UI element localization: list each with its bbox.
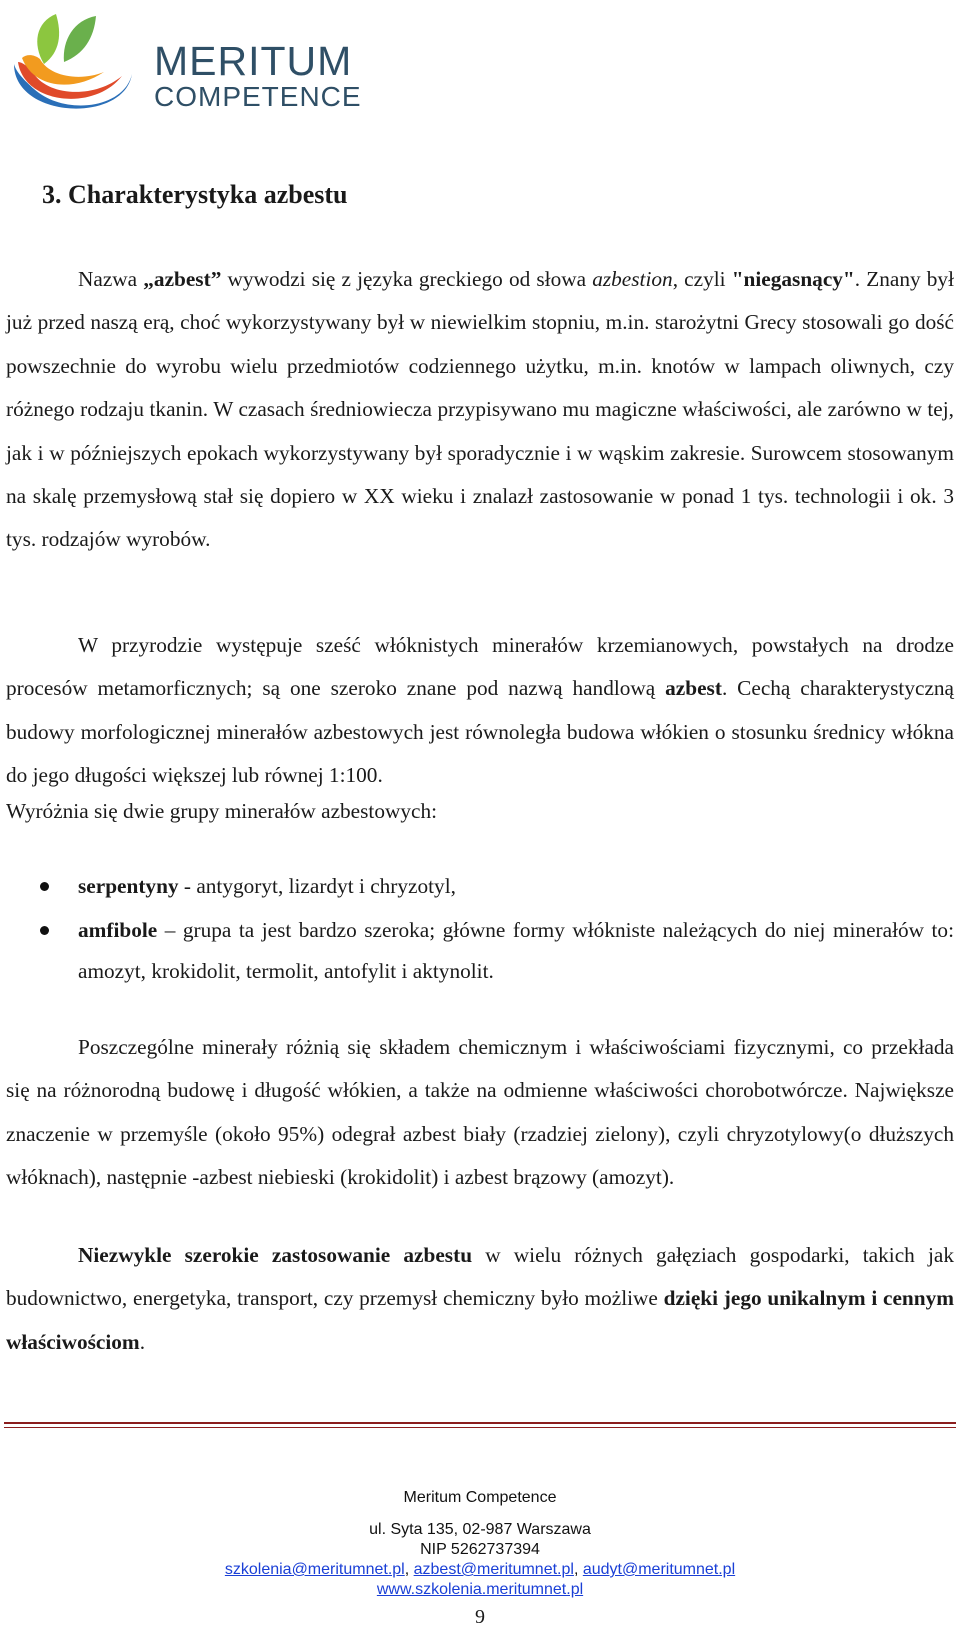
footer-divider-thin: [4, 1427, 956, 1428]
logo-emblem-icon: [4, 4, 154, 136]
list-item: [6, 866, 954, 907]
list-item-term: amfibole: [78, 918, 158, 942]
page-number: 9: [475, 1606, 485, 1628]
list-item-text: - antygoryt, lizardyt i chryzotyl,: [178, 874, 456, 898]
p1-text-a: Nazwa: [78, 267, 144, 291]
footer-emails: [0, 1560, 960, 1580]
p1-term-niegasnacy: "niegasnący": [731, 267, 855, 291]
email-link-szkolenia[interactable]: szkolenia@meritumnet.pl: [224, 1561, 405, 1578]
email-link-audyt[interactable]: audyt@meritumnet.pl: [582, 1561, 736, 1578]
p2-text-c: . Cechą charakterystyczną budowy morfologicznej minerałów azbestowych jest równoległa budowa włókien o stosunku średnicy włókna do jego długości większej lub równej 1:100.: [6, 676, 954, 788]
p2-term-azbest: azbest: [665, 676, 722, 701]
bullet-icon: [40, 926, 49, 935]
p1-text-e: , czyli: [672, 267, 732, 291]
p1-text-g: . Znany był już przed naszą erą, choć wykorzystywany był w niewielkim stopniu, m.in. starożytni Grecy stosowali go dość powszechnie do wyrobu wielu przedmiotów codziennego użytku, m.in. knotów w lampach oliwnych, czy różnego rodzaju tkanin. W czasach średniowiecza przypisywano mu magiczne właściwości, ale zarówno w tej, jak i w późniejszych epokach wykorzystywany był sporadycznie i w wąskim zakresie. Surowcem stosowanym na skalę przemysłową stał się dopiero w XX wieku i znalazł zastosowanie w ponad 1 tys. technologii i ok. 3 tys. rodzajów wyrobów.: [6, 267, 954, 552]
footer-company: Meritum Competence: [403, 1489, 557, 1506]
email-separator: ,: [404, 1561, 414, 1578]
bullet-icon: [40, 882, 49, 891]
p5-text-d: .: [139, 1329, 146, 1354]
section-heading: 3. Charakterystyka azbestu: [42, 180, 348, 209]
logo-line-1: MERITUM: [154, 38, 353, 84]
logo-text: [154, 40, 362, 112]
email-link-azbest[interactable]: azbest@meritumnet.pl: [413, 1561, 574, 1578]
footer-nip: NIP 5262737394: [420, 1541, 540, 1558]
footer-address: ul. Syta 135, 02-987 Warszawa: [369, 1521, 591, 1538]
p1-text-c: wywodzi się z języka greckiego od słowa: [221, 267, 593, 291]
p5-bold-a: Niezwykle szerokie zastosowanie azbestu: [78, 1243, 473, 1267]
website-link[interactable]: www.szkolenia.meritumnet.pl: [376, 1581, 584, 1598]
page-footer: [0, 1488, 960, 1600]
company-logo: [4, 4, 362, 136]
list-item-text: – grupa ta jest bardzo szeroka; główne formy włókniste należących do niej minerałów to: amozyt, krokidolit, termolit, antofylit i aktynolit.: [78, 918, 954, 983]
list-item-term: serpentyny: [78, 874, 179, 898]
paragraph-properties: Poszczególne minerały różnią się składem chemicznym i właściwościami fizycznymi, co przekłada się na różnorodną budowę i długość włókien, a także na odmienne właściwości chorobotwórcze. Największe znaczenie w przemyśle (około 95%) odegrał azbest biały (rzadziej zielony), czyli chryzotylowy(o dłuższych włóknach), następnie -azbest niebieski (krokidolit) i azbest brązowy (amozyt).: [6, 1035, 954, 1190]
p1-term-azbestion: azbestion: [592, 267, 673, 291]
p5-bold-c: dzięki jego unikalnym i cennym właściwościom: [6, 1286, 954, 1354]
p2-text-a: W przyrodzie występuje sześć włóknistych minerałów krzemianowych, powstałych na drodze procesów metamorficznych; są one szeroko znane pod nazwą handlową: [6, 633, 954, 701]
email-separator: ,: [573, 1561, 583, 1578]
paragraph-applications: [6, 1234, 954, 1364]
mineral-groups-list: [6, 866, 954, 995]
footer-divider: [4, 1422, 956, 1424]
paragraph-groups-intro: Wyróżnia się dwie grupy minerałów azbestowych:: [6, 799, 438, 823]
paragraph-minerals: [6, 624, 954, 798]
paragraph-intro: [6, 258, 954, 562]
p1-term-azbest: „azbest”: [143, 267, 222, 291]
list-item: [6, 910, 954, 992]
logo-line-2: COMPETENCE: [154, 81, 362, 112]
p5-text-b: w wielu różnych gałęziach gospodarki, takich jak budownictwo, energetyka, transport, czy przemysł chemiczny było możliwe: [6, 1243, 954, 1311]
